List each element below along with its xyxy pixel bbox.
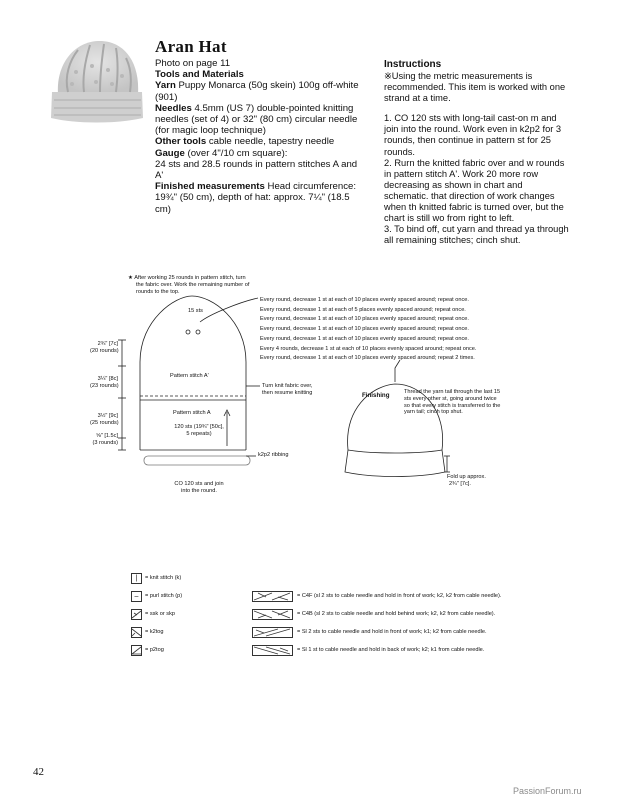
instructions-step-2: 2. Rurn the knitted fabric over and w rounds in pattern stitch A'. Work 20 more row decreasing as shown in chart and schematic. that direction of work changes when th knitted fabric is turned over, but the chart is still wo from right to left. xyxy=(384,157,565,224)
cast-on-label: CO 120 sts and join into the round. xyxy=(174,481,224,494)
finishing-heading: Finishing xyxy=(362,392,390,399)
c4f-symbol-icon xyxy=(252,591,294,602)
gauge-line: Gauge (over 4"/10 cm square): xyxy=(155,147,288,159)
purl-symbol-icon: – xyxy=(131,591,142,602)
finished-detail: 19¾" (50 cm), depth of hat: approx. 7¼" (18.5 cm) xyxy=(155,192,350,215)
instructions-note: ※Using the metric measurements is recommended. This item is worked with one strand at a time. xyxy=(384,71,566,104)
finished-line: Finished measurements Head circumference: xyxy=(155,181,357,193)
other-tools-line: Other tools cable needle, tapestry needle xyxy=(155,136,335,148)
photo-reference: Photo on page 11 xyxy=(155,58,231,69)
instructions-step-3: 3. To bind off, cut yarn and thread ya through all remaining stitches; cinch shut. xyxy=(384,224,569,246)
knit-symbol-icon: | xyxy=(131,573,142,584)
instructions-step-1: 1. CO 120 sts with long-tail cast-on m and join into the round. Work even in k2p2 for 3 rounds, then continue in pattern st for 25 rounds. xyxy=(384,113,562,157)
ribbing-label: k2p2 ribbing xyxy=(258,452,289,458)
width-label: 120 sts (19¾" [50c], 5 repeats) xyxy=(174,424,224,437)
measure-middle: 3¼" [8c] (23 rounds) xyxy=(90,376,119,389)
tools-heading: Tools and Materials xyxy=(155,69,244,81)
materials-block xyxy=(155,58,365,215)
gauge-detail: 24 sts and 28.5 rounds in pattern stitches A and A' xyxy=(155,158,358,182)
needles-line: Needles 4.5mm (US 7) double-pointed knitting needles (set of 4) or 32" (80 cm) circular needle (for magic loop technique) xyxy=(155,102,358,137)
measure-ribbing: ⅝" [1.5c] (3 rounds) xyxy=(92,433,118,446)
measure-top: 2¾" [7c] (20 rounds) xyxy=(90,341,119,354)
decrease-list: Every round, decrease 1 st at each of 10 places evenly spaced around; repeat once. Every round, decrease 1 st at each of 5 places evenly spaced around; repeat once. Every round, decrease 1 st at each of 10 places evenly spaced around; repeat once. Every round, decrease 1 st at each of 10 places evenly spaced around; repeat once. Every round, decrease 1 st at each of 10 places evenly spaced around; repeat once. Every 4 rounds, decrease 1 st at each of 10 places evenly spaced around; repeat once. Every round, decrease 1 st at each of 10 places evenly spaced around; repeat 2 times. xyxy=(260,297,477,362)
p2tog-symbol-icon xyxy=(131,645,142,656)
page-number: 42 xyxy=(33,766,44,778)
instructions-block xyxy=(384,71,569,246)
pattern-a-prime-label: Pattern stitch A' xyxy=(170,373,209,379)
instructions-heading: Instructions xyxy=(384,59,442,70)
fold-up-note: Fold up approx. 2¾" [7c]. xyxy=(447,474,486,487)
star-note: ★ After working 25 rounds in pattern stitch, turn the fabric over. Work the remaining number of rounds to the top. xyxy=(128,275,250,295)
yarn-line: Yarn Puppy Monarca (50g skein) 100g off-white (901) xyxy=(155,80,359,103)
pattern-title: Aran Hat xyxy=(155,37,227,56)
sl1-back-symbol-icon xyxy=(252,645,294,656)
measure-lower: 3½" [9c] (25 rounds) xyxy=(90,413,119,426)
c4b-symbol-icon xyxy=(252,609,294,620)
k2tog-symbol-icon xyxy=(131,627,142,638)
sl2-front-symbol-icon xyxy=(252,627,294,638)
ssk-symbol-icon xyxy=(131,609,142,620)
top-stitch-count: 15 sts xyxy=(188,308,203,314)
turn-fabric-note: Turn knit fabric over, then resume knitting xyxy=(262,383,313,396)
watermark: PassionForum.ru xyxy=(513,786,582,796)
hat-photo xyxy=(46,36,148,126)
crown-outline xyxy=(140,296,246,362)
finishing-note: Thread the yarn tail through the last 15 sts every other st, going around twice so that every stitch is transferred to the yarn tail; cinch top shut. xyxy=(404,389,501,416)
pattern-a-label: Pattern stitch A xyxy=(173,410,211,416)
